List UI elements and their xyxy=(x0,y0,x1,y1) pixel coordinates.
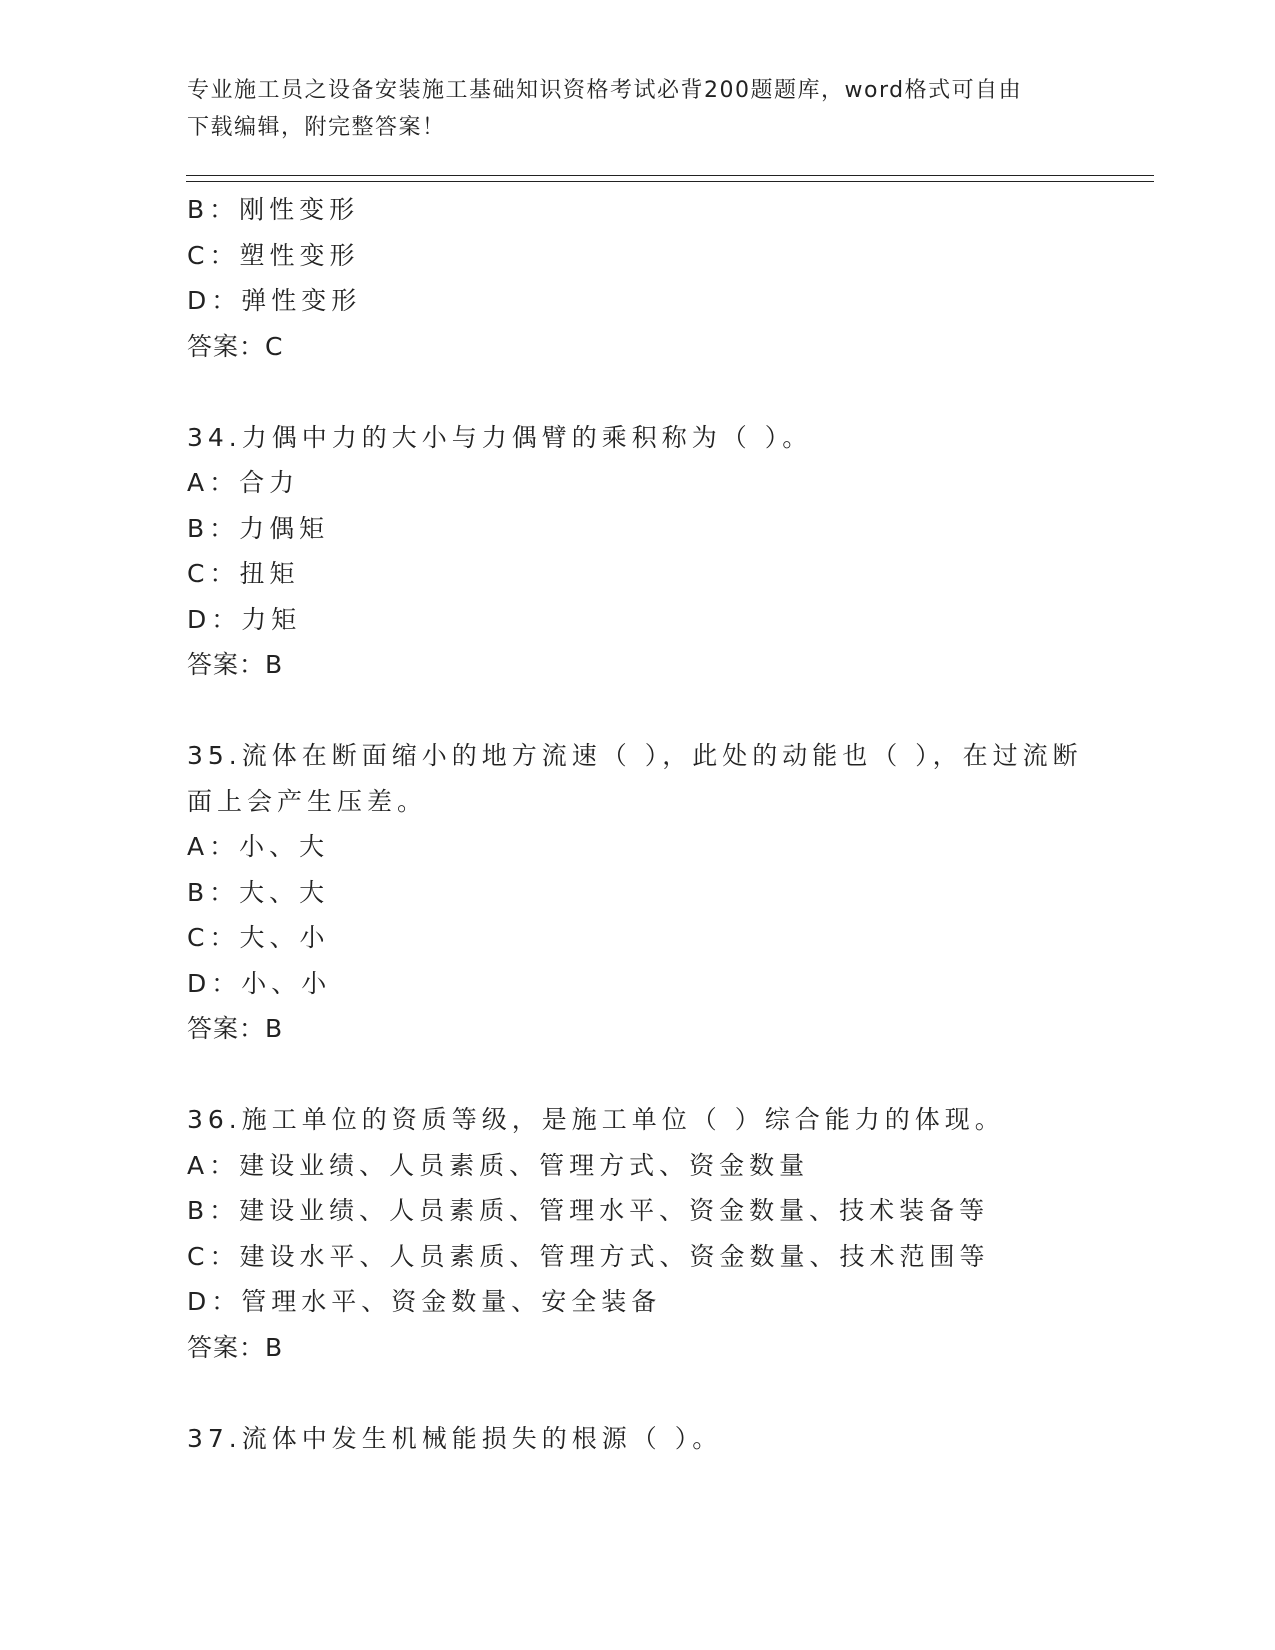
q33-answer: 答案：C xyxy=(187,331,284,361)
question-list xyxy=(187,187,1087,1461)
header-divider-bottom xyxy=(186,181,1154,182)
question-35-block xyxy=(187,733,1087,1052)
q34-question: 34.力偶中力的大小与力偶臂的乘积称为（ ）。 xyxy=(187,422,813,452)
q33-option-c: C：塑性变形 xyxy=(187,240,360,270)
spacer xyxy=(187,1052,1087,1098)
header-title-line-2: 下载编辑，附完整答案！ xyxy=(187,115,446,140)
q35-option-b: B：大、大 xyxy=(187,877,330,907)
q34-option-a: A：合力 xyxy=(187,468,300,497)
q36-option-c: C：建设水平、人员素质、管理方式、资金数量、技术范围等 xyxy=(187,1241,990,1271)
q35-question-line-1: 35.流体在断面缩小的地方流速（ ），此处的动能也（ ），在过流断 xyxy=(187,741,1083,770)
q35-option-c: C：大、小 xyxy=(187,923,330,952)
q33-option-b: B：刚性变形 xyxy=(187,195,360,224)
q35-question-line-2: 面上会产生压差。 xyxy=(187,786,428,816)
q35-answer: 答案：B xyxy=(187,1014,284,1043)
question-37-block xyxy=(187,1416,1087,1462)
q33-option-d: D：弹性变形 xyxy=(187,286,362,315)
q37-question: 37.流体中发生机械能损失的根源（ ）。 xyxy=(187,1423,723,1453)
question-34-block xyxy=(187,415,1087,688)
q34-option-c: C：扭矩 xyxy=(187,559,300,588)
spacer xyxy=(187,369,1087,415)
q36-option-d: D：管理水平、资金数量、安全装备 xyxy=(187,1287,662,1316)
spacer xyxy=(187,688,1087,734)
q36-option-b: B：建设业绩、人员素质、管理水平、资金数量、技术装备等 xyxy=(187,1196,990,1225)
document-header xyxy=(187,72,1067,146)
header-divider-top xyxy=(186,175,1154,176)
spacer xyxy=(187,1370,1087,1416)
q36-option-a: A：建设业绩、人员素质、管理方式、资金数量 xyxy=(187,1150,810,1180)
q36-answer: 答案：B xyxy=(187,1332,284,1362)
q34-answer: 答案：B xyxy=(187,650,284,679)
q34-option-b: B：力偶矩 xyxy=(187,513,330,543)
q35-option-a: A：小、大 xyxy=(187,832,330,861)
question-36-block xyxy=(187,1097,1087,1370)
header-title-line-1: 专业施工员之设备安装施工基础知识资格考试必背200题题库，word格式可自由 xyxy=(187,78,1023,103)
q35-option-d: D：小、小 xyxy=(187,968,332,998)
q34-option-d: D：力矩 xyxy=(187,604,302,634)
q36-question: 36.施工单位的资质等级，是施工单位（ ）综合能力的体现。 xyxy=(187,1105,1005,1134)
question-33-block xyxy=(187,187,1087,369)
